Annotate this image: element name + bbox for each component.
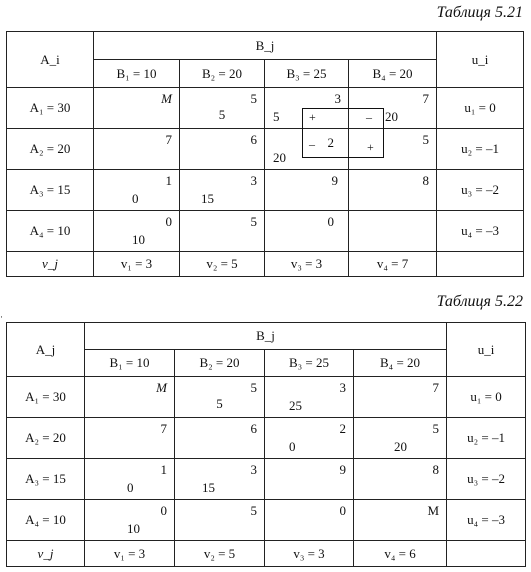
col-header-b4: B₄ = 20	[349, 60, 437, 88]
v-potential: v₃ = 3	[265, 541, 354, 567]
v-potential: v₂ = 5	[180, 252, 265, 277]
cell-r1c2	[180, 88, 265, 129]
alloc-value: 25	[289, 398, 302, 413]
u-potential: u₃ = –2	[447, 459, 526, 500]
cost-value: 0	[327, 214, 334, 229]
cost-value: 0	[160, 503, 167, 518]
cell-r2c4	[354, 418, 447, 459]
supply-label: A₁ = 30	[7, 377, 85, 418]
row-header-cell: A_i	[7, 32, 94, 88]
table-row	[7, 377, 526, 418]
cell-r3c4	[354, 459, 447, 500]
table-row	[7, 418, 526, 459]
cell-r3c3	[265, 459, 354, 500]
col-header-b1: B₁ = 10	[94, 60, 180, 88]
cost-value: 7	[422, 91, 430, 106]
cell-r4c2	[175, 500, 265, 541]
col-header-b1: B₁ = 10	[85, 350, 175, 377]
cost-value: 6	[250, 132, 257, 147]
cell-r3c2	[180, 170, 265, 211]
table-row	[7, 252, 524, 277]
cell-r2c2	[180, 129, 265, 170]
cost-value: 3	[334, 91, 341, 106]
cycle-sign-minus: –	[309, 137, 315, 151]
cost-value: 1	[165, 173, 172, 188]
cell-r2c3	[265, 129, 349, 170]
cost-value: 5	[250, 91, 257, 106]
cell-r2c1	[85, 418, 175, 459]
cell-r2c3	[265, 418, 354, 459]
v-potential: v₁ = 3	[94, 252, 180, 277]
alloc-value: 10	[132, 232, 145, 247]
cost-value: 1	[160, 462, 167, 477]
alloc-value: 0	[132, 191, 139, 206]
cost-value: M	[161, 91, 172, 106]
alloc-value: 0	[127, 480, 134, 495]
cost-value: 5	[250, 214, 257, 229]
table-row	[7, 170, 524, 211]
empty-corner-cell	[437, 252, 524, 277]
empty-corner-cell	[447, 541, 526, 567]
supply-label: A₃ = 15	[7, 170, 94, 211]
table-row	[7, 211, 524, 252]
supply-label: A₂ = 20	[7, 129, 94, 170]
cell-r2c4	[349, 129, 437, 170]
cost-value: 9	[331, 173, 338, 188]
col-header-b3: B₃ = 25	[265, 350, 354, 377]
col-header-b2: B₂ = 20	[180, 60, 265, 88]
v-potential: v₁ = 3	[85, 541, 175, 567]
cell-r3c2	[175, 459, 265, 500]
col-header-b3: B₃ = 25	[265, 60, 349, 88]
cycle-sign-minus: –	[366, 110, 372, 124]
cell-r1c1	[85, 377, 175, 418]
cost-value: 7	[160, 421, 167, 436]
alloc-value: 5	[218, 107, 226, 122]
cost-value: 2	[327, 135, 334, 150]
alloc-value: 15	[201, 191, 214, 206]
transport-table-5-21	[6, 31, 524, 277]
cost-value: 6	[250, 421, 257, 436]
v-potential: v₄ = 6	[354, 541, 447, 567]
cost-value: 7	[432, 380, 440, 395]
v-header-cell: v_j	[7, 252, 94, 277]
cell-r4c1	[94, 211, 180, 252]
cost-value: 0	[339, 503, 346, 518]
cost-value: 8	[432, 462, 440, 477]
supply-label: A₃ = 15	[7, 459, 85, 500]
transport-table-5-22	[6, 322, 526, 567]
cell-r1c3	[265, 377, 354, 418]
cost-value: M	[156, 380, 167, 395]
alloc-value: 20	[385, 109, 398, 124]
alloc-value: 5	[216, 396, 223, 411]
u-potential: u₄ = –3	[437, 211, 524, 252]
col-header-b2: B₂ = 20	[175, 350, 265, 377]
u-potential: u₂ = –1	[437, 129, 524, 170]
u-potential: u₁ = 0	[447, 377, 526, 418]
col-group-header: B_j	[85, 323, 447, 350]
supply-label: A₄ = 10	[7, 500, 85, 541]
supply-label: A₄ = 10	[7, 211, 94, 252]
cycle-sign-plus: +	[309, 110, 316, 124]
cell-r1c1	[94, 88, 180, 129]
margin-marker: ·	[0, 312, 3, 322]
alloc-value: 20	[394, 439, 407, 454]
cost-value: 2	[339, 421, 346, 436]
table-row	[7, 500, 526, 541]
cost-value: 3	[339, 380, 346, 395]
col-group-header: B_j	[94, 32, 437, 60]
cell-r4c4	[354, 500, 447, 541]
u-potential: u₁ = 0	[437, 88, 524, 129]
cost-value: 3	[250, 462, 257, 477]
u-potential: u₄ = –3	[447, 500, 526, 541]
cell-r1c2	[175, 377, 265, 418]
cell-r4c3	[265, 500, 354, 541]
cell-r2c1	[94, 129, 180, 170]
cost-value: 0	[165, 214, 172, 229]
u-potential: u₃ = –2	[437, 170, 524, 211]
row-header-cell: A_j	[7, 323, 85, 377]
u-header-cell: u_i	[437, 32, 524, 88]
v-potential: v₂ = 5	[175, 541, 265, 567]
alloc-value: 10	[127, 521, 140, 536]
alloc-value: 5	[273, 109, 280, 124]
table-5-22-caption: Таблиця 5.22	[436, 293, 523, 310]
cell-r3c3	[265, 170, 349, 211]
alloc-value: 20	[273, 150, 286, 165]
cost-value: 5	[422, 132, 430, 147]
table-5-21-caption: Таблиця 5.21	[436, 4, 523, 21]
table-row	[7, 88, 524, 129]
cell-r2c2	[175, 418, 265, 459]
table-row	[7, 541, 526, 567]
cost-value: 5	[250, 380, 257, 395]
cell-r4c4	[349, 211, 437, 252]
cell-r4c2	[180, 211, 265, 252]
cell-r4c3	[265, 211, 349, 252]
cell-r3c1	[85, 459, 175, 500]
cost-value: 9	[339, 462, 346, 477]
cost-value: 7	[165, 132, 172, 147]
alloc-value: 15	[202, 480, 215, 495]
v-header-cell: v_j	[7, 541, 85, 567]
supply-label: A₂ = 20	[7, 418, 85, 459]
cell-r3c4	[349, 170, 437, 211]
cost-value: M	[427, 503, 440, 518]
u-potential: u₂ = –1	[447, 418, 526, 459]
cell-r1c3	[265, 88, 349, 129]
cell-r1c4	[349, 88, 437, 129]
v-potential: v₃ = 3	[265, 252, 349, 277]
cell-r1c4	[354, 377, 447, 418]
cost-value: 5	[432, 421, 440, 436]
table-row	[7, 459, 526, 500]
v-potential: v₄ = 7	[349, 252, 437, 277]
alloc-value: 0	[289, 439, 296, 454]
col-header-b4: B₄ = 20	[354, 350, 447, 377]
u-header-cell: u_i	[447, 323, 526, 377]
table-row	[7, 129, 524, 170]
cell-r3c1	[94, 170, 180, 211]
cost-value: 3	[250, 173, 257, 188]
cycle-sign-plus: +	[367, 140, 374, 154]
supply-label: A₁ = 30	[7, 88, 94, 129]
cost-value: 8	[422, 173, 430, 188]
cost-value: 5	[250, 503, 257, 518]
cell-r4c1	[85, 500, 175, 541]
